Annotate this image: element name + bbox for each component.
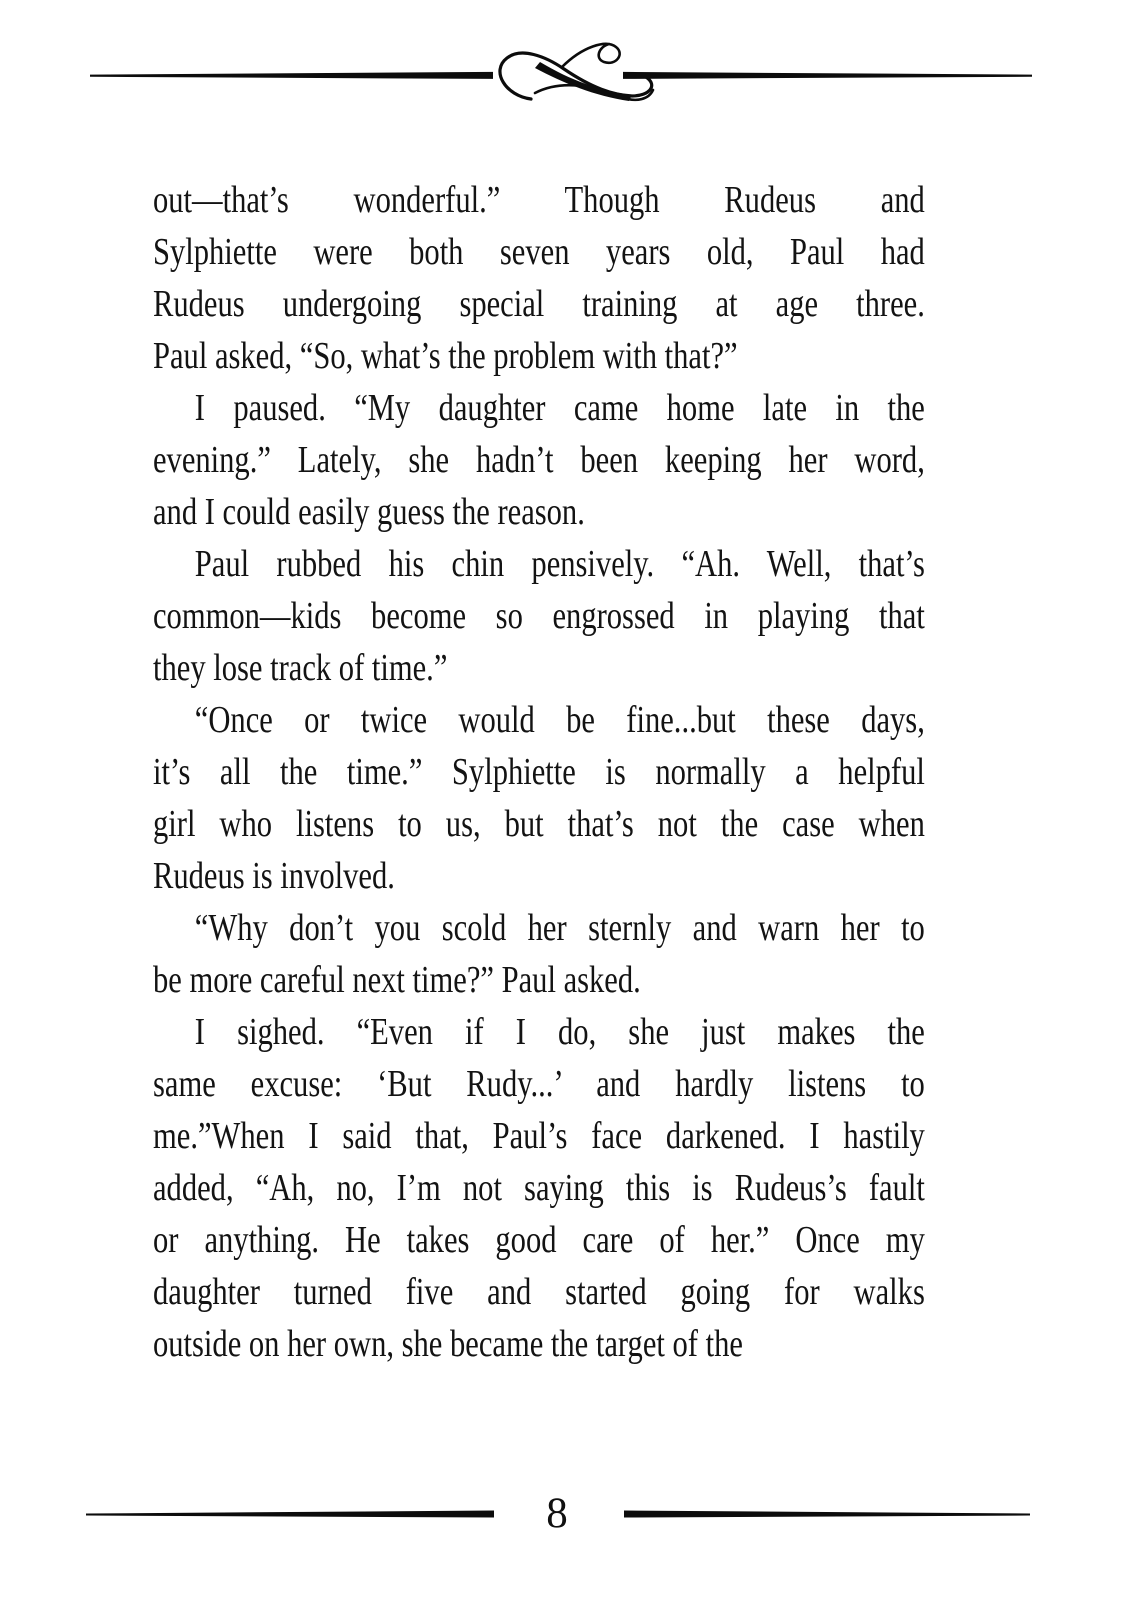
text-line: they lose track of time.” (153, 647, 448, 689)
paragraph (153, 694, 925, 902)
text-line: out—that’s wonderful.” Though Rudeus and (153, 179, 925, 221)
text-line: daughter turned five and started going for walks (153, 1271, 925, 1313)
text-line: and I could easily guess the reason. (153, 491, 585, 533)
text-line: Paul asked, “So, what’s the problem with that?” (153, 335, 738, 377)
text-line: girl who listens to us, but that’s not the case when (153, 803, 925, 845)
text-block (153, 174, 925, 1370)
divider-line-right (623, 72, 1032, 79)
paragraph (153, 174, 925, 382)
text-line: or anything. He takes good care of her.” Once my (153, 1219, 925, 1261)
footer (0, 1483, 1122, 1553)
text-line: Rudeus undergoing special training at age three. (153, 283, 925, 325)
header-divider (0, 0, 1122, 160)
text-line: I sighed. “Even if I do, she just makes the (194, 1011, 925, 1053)
text-line: common—kids become so engrossed in playing that (153, 595, 925, 637)
divider-line-left (90, 72, 493, 79)
text-line: be more careful next time?” Paul asked. (153, 959, 641, 1001)
text-line: “Why don’t you scold her sternly and warn her to (194, 907, 925, 949)
paragraph (153, 1006, 925, 1370)
text-line: added, “Ah, no, I’m not saying this is Rudeus’s fault (153, 1167, 925, 1209)
text-line: it’s all the time.” Sylphiette is normally a helpful (153, 751, 925, 793)
page-number: 8 (546, 1490, 568, 1537)
text-line: Paul rubbed his chin pensively. “Ah. Well, that’s (194, 543, 925, 585)
text-line: me.”When I said that, Paul’s face darkened. I hastily (153, 1115, 925, 1157)
paragraph (153, 538, 925, 694)
text-line: evening.” Lately, she hadn’t been keeping her word, (153, 439, 925, 481)
paragraph (153, 382, 925, 538)
text-line: I paused. “My daughter came home late in the (194, 387, 925, 429)
text-line: same excuse: ‘But Rudy...’ and hardly listens to (153, 1063, 925, 1105)
text-line: Rudeus is involved. (153, 855, 395, 897)
paragraph (153, 902, 925, 1006)
text-line: outside on her own, she became the target of the (153, 1323, 743, 1365)
text-line: “Once or twice would be fine...but these days, (194, 699, 925, 741)
text-line: Sylphiette were both seven years old, Paul had (153, 231, 925, 273)
